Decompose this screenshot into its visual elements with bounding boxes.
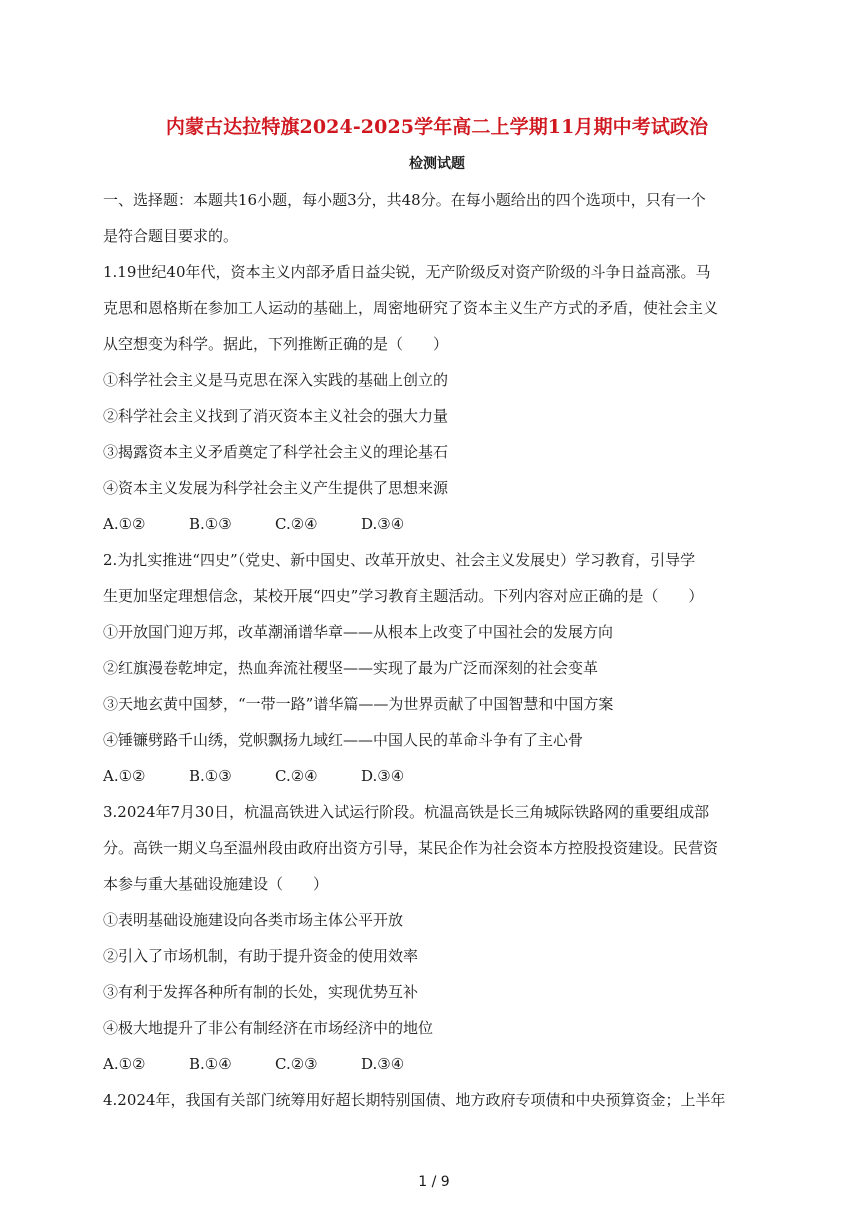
document-title: 内蒙古达拉特旗2024-2025学年高二上学期11月期中考试政治 (165, 116, 709, 138)
statement-option: ②引入了市场机制，有助于提升资金的使用效率 (103, 947, 419, 965)
question-text-line: 生更加坚定理想信念，某校开展“四史”学习教育主题活动。下列内容对应正确的是（ ） (103, 587, 704, 605)
question-text-line: 4.2024年，我国有关部门统筹用好超长期特别国债、地方政府专项债和中央预算资金；上半年 (103, 1091, 726, 1109)
document-subtitle: 检测试题 (409, 156, 465, 172)
statement-option: ②科学社会主义找到了消灭资本主义社会的强大力量 (103, 407, 449, 425)
question-text-line: 克思和恩格斯在参加工人运动的基础上，周密地研究了资本主义生产方式的矛盾，使社会主义 (103, 299, 719, 317)
question-text-line: 分。高铁一期义乌至温州段由政府出资方引导，某民企作为社会资本方控股投资建设。民营资 (103, 839, 719, 857)
question-text-line: 从空想变为科学。据此，下列推断正确的是（ ） (103, 335, 449, 353)
statement-option: ①表明基础设施建设向各类市场主体公平开放 (103, 911, 404, 929)
answer-choice-d: D.③④ (361, 767, 405, 785)
answer-choice-b: B.①③ (189, 515, 232, 533)
statement-option: ③有利于发挥各种所有制的长处，实现优势互补 (103, 983, 419, 1001)
section-intro-line: 是符合题目要求的。 (103, 227, 239, 245)
question-2 (103, 542, 771, 794)
question-4 (103, 1082, 771, 1118)
answer-choice-a: A.①② (103, 515, 146, 533)
question-text-line: 3.2024年7月30日，杭温高铁进入试运行阶段。杭温高铁是长三角城际铁路网的重要组成部 (103, 803, 710, 821)
statement-option: ④极大地提升了非公有制经济在市场经济中的地位 (103, 1019, 434, 1037)
statement-option: ③揭露资本主义矛盾奠定了科学社会主义的理论基石 (103, 443, 449, 461)
answer-choice-c: C.②③ (275, 1055, 318, 1073)
question-text-line: 本参与重大基础设施建设（ ） (103, 875, 329, 893)
answer-choices (103, 506, 771, 542)
answer-choices (103, 1046, 771, 1082)
statement-option: ④锤镰劈路千山绣，党帜飘扬九域红——中国人民的革命斗争有了主心骨 (103, 731, 584, 749)
answer-choice-b: B.①④ (189, 1055, 232, 1073)
statement-option: ④资本主义发展为科学社会主义产生提供了思想来源 (103, 479, 449, 497)
answer-choice-d: D.③④ (361, 1055, 405, 1073)
question-text-line: 2.为扎实推进“四史”（党史、新中国史、改革开放史、社会主义发展史）学习教育，引导学 (103, 551, 696, 569)
answer-choice-c: C.②④ (275, 515, 318, 533)
answer-choice-b: B.①③ (189, 767, 232, 785)
page-content (103, 112, 771, 1118)
question-3 (103, 794, 771, 1082)
statement-option: ①开放国门迎万邦，改革潮涌谱华章——从根本上改变了中国社会的发展方向 (103, 623, 614, 641)
answer-choice-c: C.②④ (275, 767, 318, 785)
question-text-line: 1.19世纪40年代，资本主义内部矛盾日益尖锐，无产阶级反对资产阶级的斗争日益高涨。马 (103, 263, 711, 281)
section-intro-line: 一、选择题：本题共16小题，每小题3分，共48分。在每小题给出的四个选项中，只有一个 (103, 191, 706, 209)
statement-option: ②红旗漫卷乾坤定，热血奔流社稷坚——实现了最为广泛而深刻的社会变革 (103, 659, 599, 677)
question-1 (103, 254, 771, 542)
statement-option: ③天地玄黄中国梦，“一带一路”谱华篇——为世界贡献了中国智慧和中国方案 (103, 695, 614, 713)
answer-choice-a: A.①② (103, 1055, 146, 1073)
answer-choice-d: D.③④ (361, 515, 405, 533)
answer-choice-a: A.①② (103, 767, 146, 785)
answer-choices (103, 758, 771, 794)
statement-option: ①科学社会主义是马克思在深入实践的基础上创立的 (103, 371, 449, 389)
page-number: 1 / 9 (418, 1174, 450, 1190)
